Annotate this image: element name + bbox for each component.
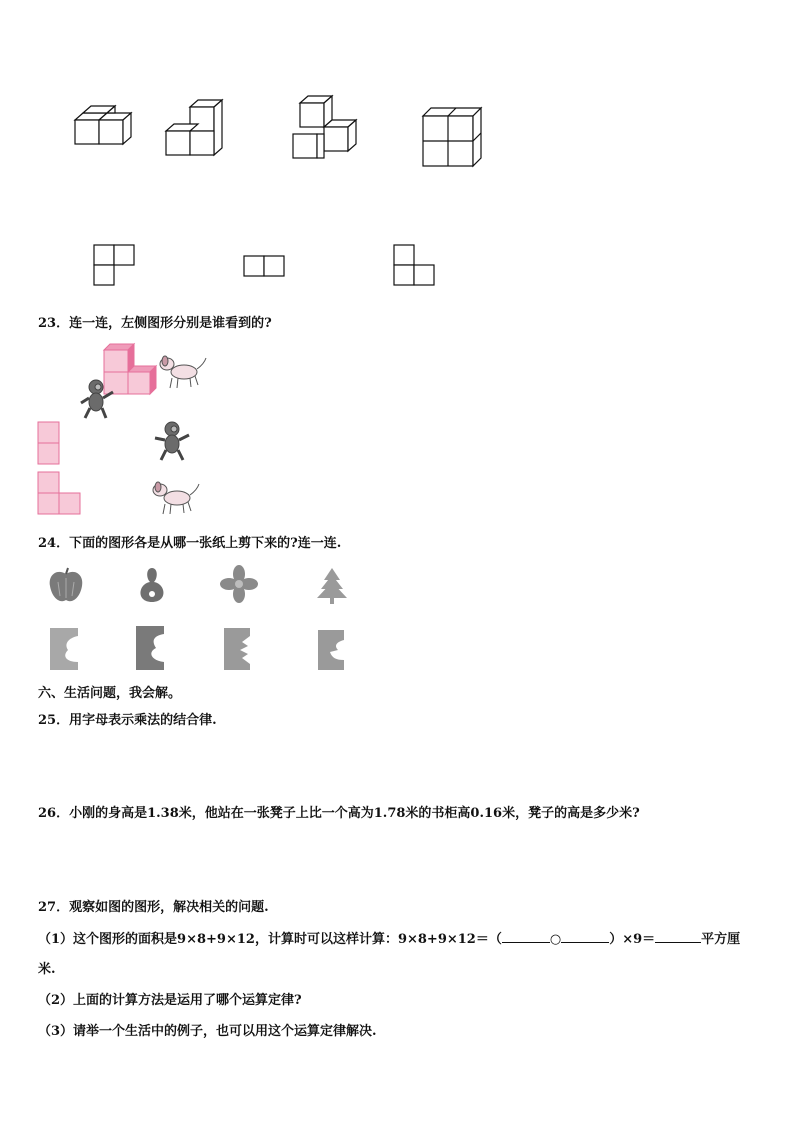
question-27-part-1 [38, 928, 740, 947]
cube-figure-3 [288, 92, 368, 167]
gourd-cutout-icon [132, 564, 172, 606]
cube-figure-2 [160, 96, 230, 166]
paper-c-icon [224, 628, 256, 672]
dog-icon-top [158, 352, 208, 392]
flower-cutout-icon [218, 564, 260, 606]
question-27-part-2: （2）上面的计算方法是运用了哪个运算定律? [38, 993, 302, 1008]
question-27-part-1-continued: 米. [38, 962, 56, 977]
view-shape-1 [94, 245, 139, 290]
dog-icon-option [150, 478, 202, 518]
answer-blank-2[interactable] [561, 930, 609, 943]
part-1-unit: 平方厘 [701, 932, 741, 947]
part-1-prefix: （1）这个图形的面积是9×8+9×12，计算时可以这样计算：9×8+9×12＝（ [38, 932, 502, 947]
section-6-heading: 六、生活问题，我会解。 [38, 686, 182, 701]
apple-cutout-icon [46, 566, 86, 606]
cube-figure-4 [418, 104, 488, 174]
operator-circle: ○ [549, 932, 562, 947]
monkey-icon-top [78, 378, 118, 420]
front-view-shape [38, 422, 63, 467]
tree-cutout-icon [312, 566, 352, 606]
question-23-text: 23．连一连，左侧图形分别是谁看到的? [38, 316, 272, 331]
question-25-text: 25．用字母表示乘法的结合律. [38, 713, 217, 728]
paper-a-icon [50, 628, 82, 672]
question-27-title: 27．观察如图的图形，解决相关的问题. [38, 900, 269, 915]
answer-blank-3[interactable] [655, 930, 701, 943]
view-shape-3 [394, 245, 439, 290]
view-shape-2 [244, 256, 289, 281]
question-26-text: 26．小刚的身高是1.38米，他站在一张凳子上比一个高为1.78米的书柜高0.16米，凳子的高是多少米? [38, 806, 640, 821]
question-24-text: 24．下面的图形各是从哪一张纸上剪下来的?连一连. [38, 536, 342, 551]
cube-figure-1 [60, 110, 130, 160]
part-1-middle: ）×9＝ [609, 932, 656, 947]
monkey-icon-option [152, 420, 194, 462]
paper-d-icon [318, 630, 348, 672]
side-view-shape [38, 472, 86, 517]
answer-blank-1[interactable] [502, 930, 550, 943]
question-27-part-3: （3）请举一个生活中的例子，也可以用这个运算定律解决. [38, 1024, 377, 1039]
paper-b-icon [136, 626, 168, 672]
